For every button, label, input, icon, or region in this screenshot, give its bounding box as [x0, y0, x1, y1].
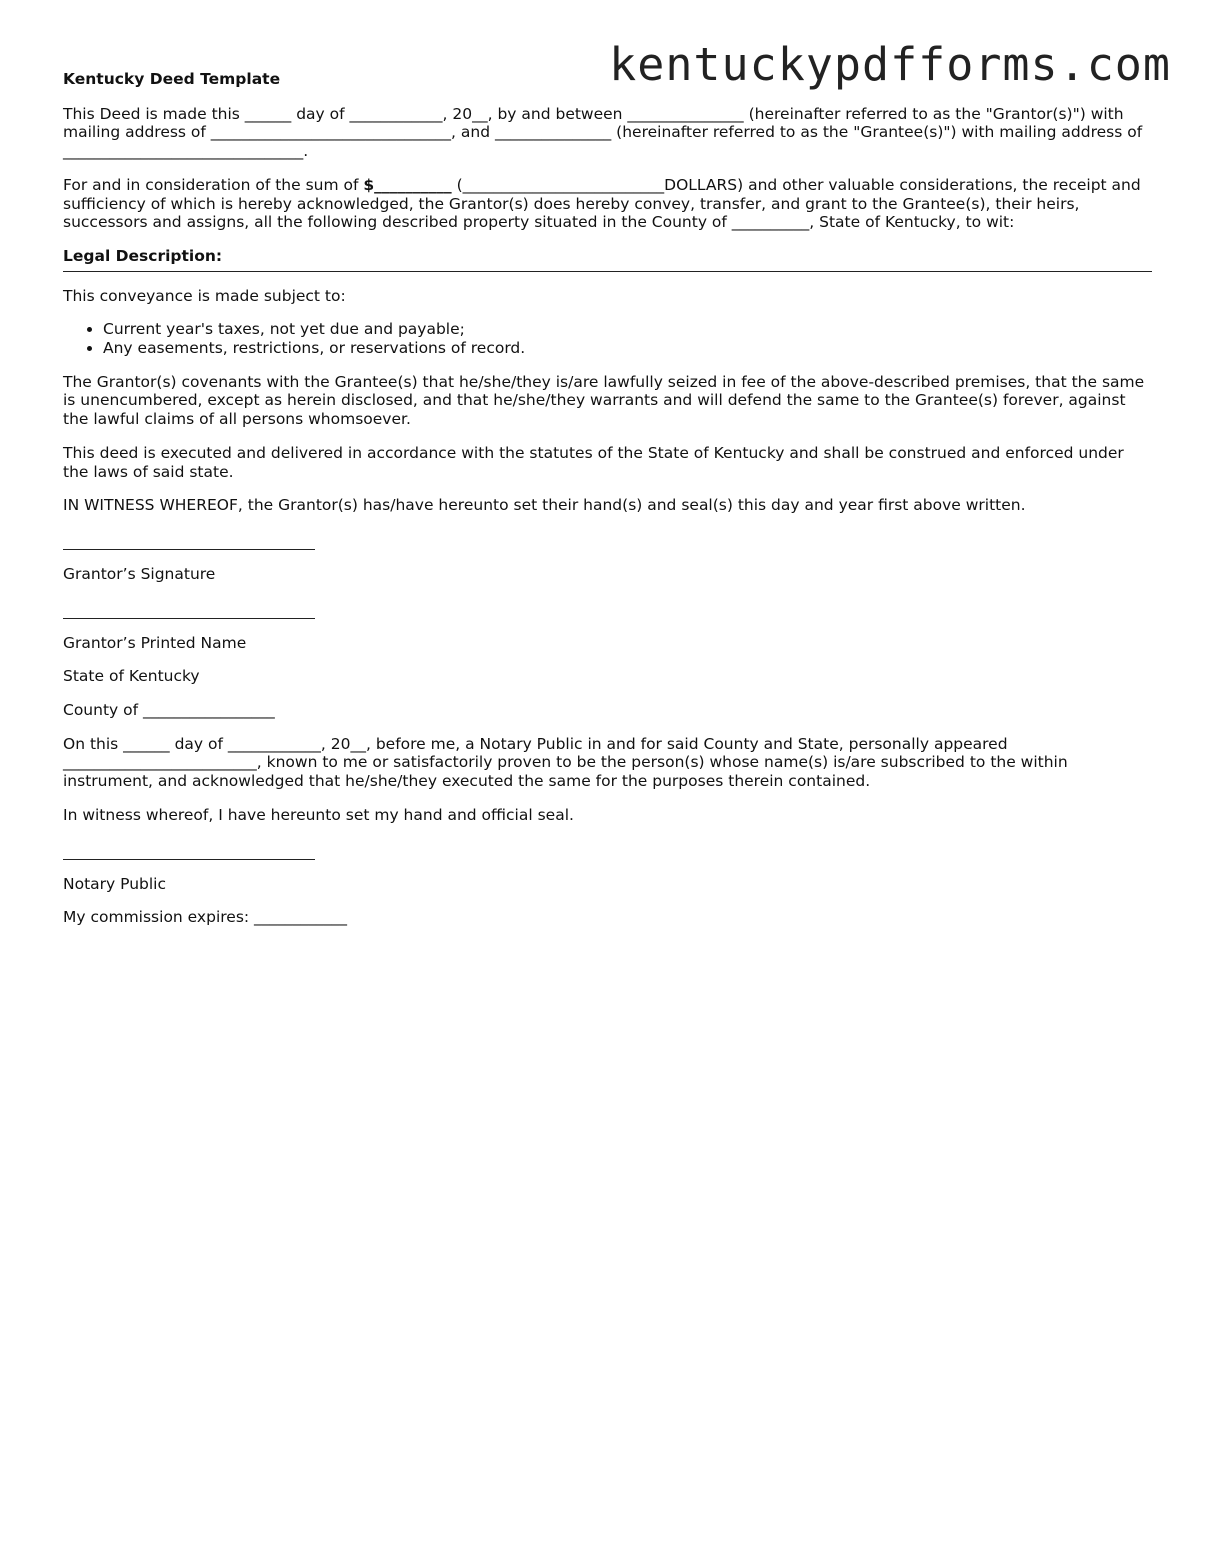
grantor-printed-name-line: [63, 618, 315, 619]
commission-expires: My commission expires: ____________: [63, 908, 348, 927]
deed-document: [63, 70, 1153, 942]
notary-public-label: Notary Public: [63, 874, 166, 893]
subject-intro: This conveyance is made subject to:: [63, 286, 346, 305]
statutes-paragraph: This deed is executed and delivered in accordance with the statutes of the State of Kentucky and shall be construed and enforced under the laws of said state.: [63, 443, 1124, 481]
consideration-intro: For and in consideration of the sum of: [63, 175, 364, 194]
grantor-signature-label: Grantor’s Signature: [63, 564, 216, 583]
consideration-rest: (__________________________DOLLARS) and other valuable considerations, the receipt and sufficiency of which is hereby acknowledged, the Grantor(s) does hereby convey, transfer, and grant to the Grantee(s), their heirs, successors and assigns, all the following described property situated in the County of __________, State of Kentucky, to wit:: [63, 175, 1141, 232]
list-item: • Any easements, restrictions, or reservations of record.: [103, 339, 1153, 358]
parties-paragraph: This Deed is made this ______ day of ____________, 20__, by and between _______________ (hereinafter referred to as the "Grantor(s)") with mailing address of _______________________________, and _______________ (hereinafter referred to as the "Grantee(s)") with mailing address of _______________________________.: [63, 104, 1143, 161]
watermark-logo: kentuckypdfforms.com: [609, 38, 1171, 91]
subject-list: [63, 320, 1153, 357]
legal-description-label: Legal Description:: [63, 246, 223, 265]
county-label: County of _________________: [63, 701, 275, 720]
legal-description-line: [63, 271, 1152, 272]
notary-signature-line: [63, 859, 315, 860]
covenant-paragraph: The Grantor(s) covenants with the Grantee(s) that he/she/they is/are lawfully seized in fee of the above-described premises, that the same is unencumbered, except as herein disclosed, and that he/she/they warrants and will defend the same to the Grantee(s) forever, against the lawful claims of all persons whomsoever.: [63, 372, 1145, 429]
document-title: Kentucky Deed Template: [63, 70, 281, 88]
consideration-paragraph: [63, 176, 1153, 232]
grantor-printed-name-label: Grantor’s Printed Name: [63, 633, 247, 652]
grantor-signature-line: [63, 549, 315, 550]
state-label: State of Kentucky: [63, 667, 200, 686]
consideration-amount: $__________: [363, 175, 452, 194]
list-item: • Current year's taxes, not yet due and payable;: [103, 320, 1153, 339]
notary-acknowledgment: On this ______ day of ____________, 20__, before me, a Notary Public in and for said County and State, personally appeared _________________________, known to me or satisfactorily proven to be the person(s) whose name(s) is/are subscribed to the within instrument, and acknowledged that he/she/they executed the same for the purposes therein contained.: [63, 734, 1068, 791]
seal-paragraph: In witness whereof, I have hereunto set my hand and official seal.: [63, 805, 574, 824]
witness-paragraph: IN WITNESS WHEREOF, the Grantor(s) has/have hereunto set their hand(s) and seal(s) this day and year first above written.: [63, 496, 1026, 515]
